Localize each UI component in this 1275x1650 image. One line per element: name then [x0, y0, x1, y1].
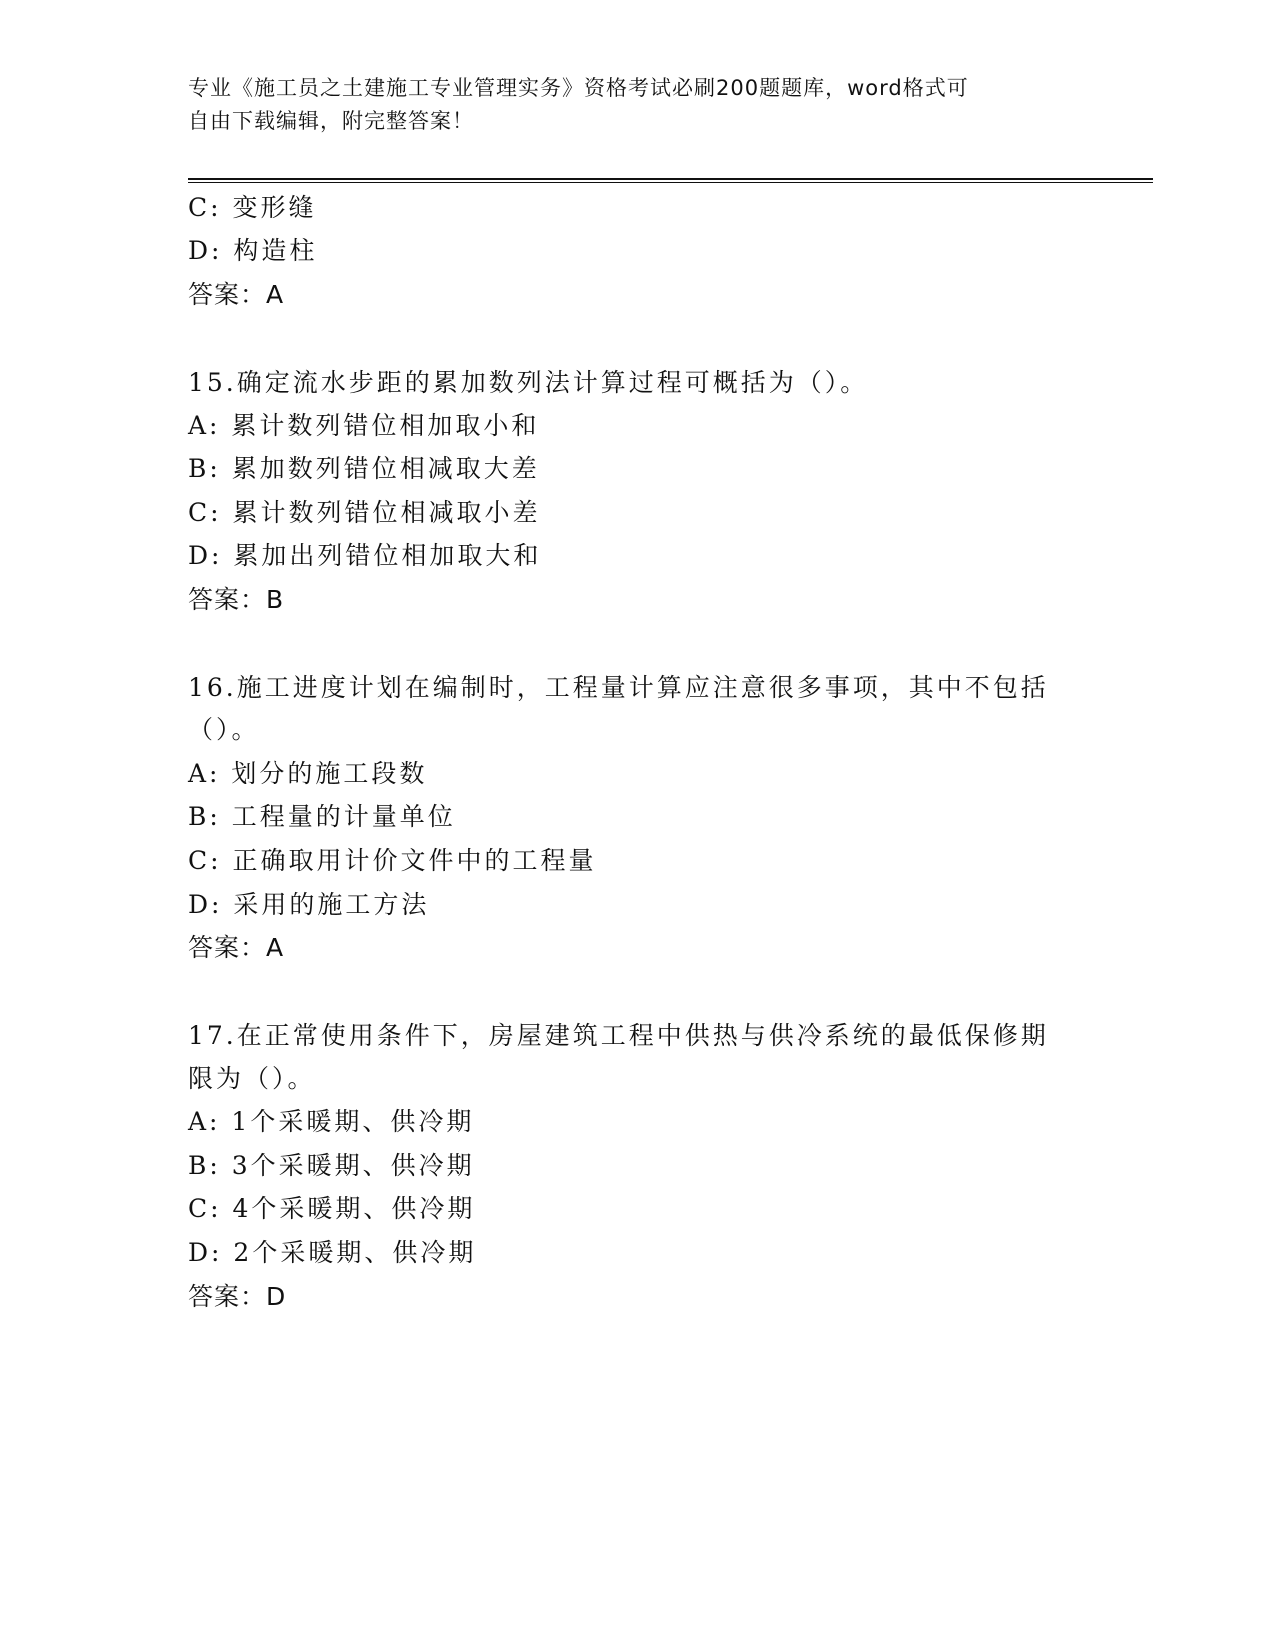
header-line-2: 自由下载编辑，附完整答案！	[188, 109, 474, 133]
q16-option-d: D: 采用的施工方法	[188, 890, 430, 919]
q15-option-c: C: 累计数列错位相减取小差	[188, 498, 541, 527]
q16-option-a: A: 划分的施工段数	[188, 759, 428, 788]
prev-answer: 答案：A	[188, 280, 285, 309]
q17-option-c: C: 4个采暖期、供冷期	[188, 1194, 476, 1223]
header-line-1: 专业《施工员之土建施工专业管理实务》资格考试必刷200题题库，word格式可	[188, 76, 969, 100]
q15-answer: 答案：B	[188, 585, 285, 614]
q17-answer: 答案：D	[188, 1282, 287, 1311]
q16-stem-line-1: 16.施工进度计划在编制时，工程量计算应注意很多事项，其中不包括	[188, 673, 1049, 702]
q17-stem-line-1: 17.在正常使用条件下，房屋建筑工程中供热与供冷系统的最低保修期	[188, 1021, 1049, 1050]
prev-option-c: C: 变形缝	[188, 193, 317, 222]
q17-option-b: B: 3个采暖期、供冷期	[188, 1151, 475, 1180]
q17-stem-line-2: 限为（）。	[188, 1064, 316, 1093]
q17-option-a: A: 1个采暖期、供冷期	[188, 1107, 475, 1136]
q15-stem: 15.确定流水步距的累加数列法计算过程可概括为（）。	[188, 368, 869, 397]
q15-option-d: D: 累加出列错位相加取大和	[188, 541, 542, 570]
prev-option-d: D: 构造柱	[188, 236, 318, 265]
q16-stem-line-2: （）。	[188, 715, 260, 744]
q16-option-b: B: 工程量的计量单位	[188, 802, 456, 831]
document-header	[188, 72, 1068, 138]
q16-option-c: C: 正确取用计价文件中的工程量	[188, 846, 597, 875]
q17-option-d: D: 2个采暖期、供冷期	[188, 1238, 477, 1267]
q16-answer: 答案：A	[188, 933, 285, 962]
header-divider	[188, 178, 1153, 183]
q15-option-a: A: 累计数列错位相加取小和	[188, 411, 540, 440]
q15-option-b: B: 累加数列错位相减取大差	[188, 454, 540, 483]
